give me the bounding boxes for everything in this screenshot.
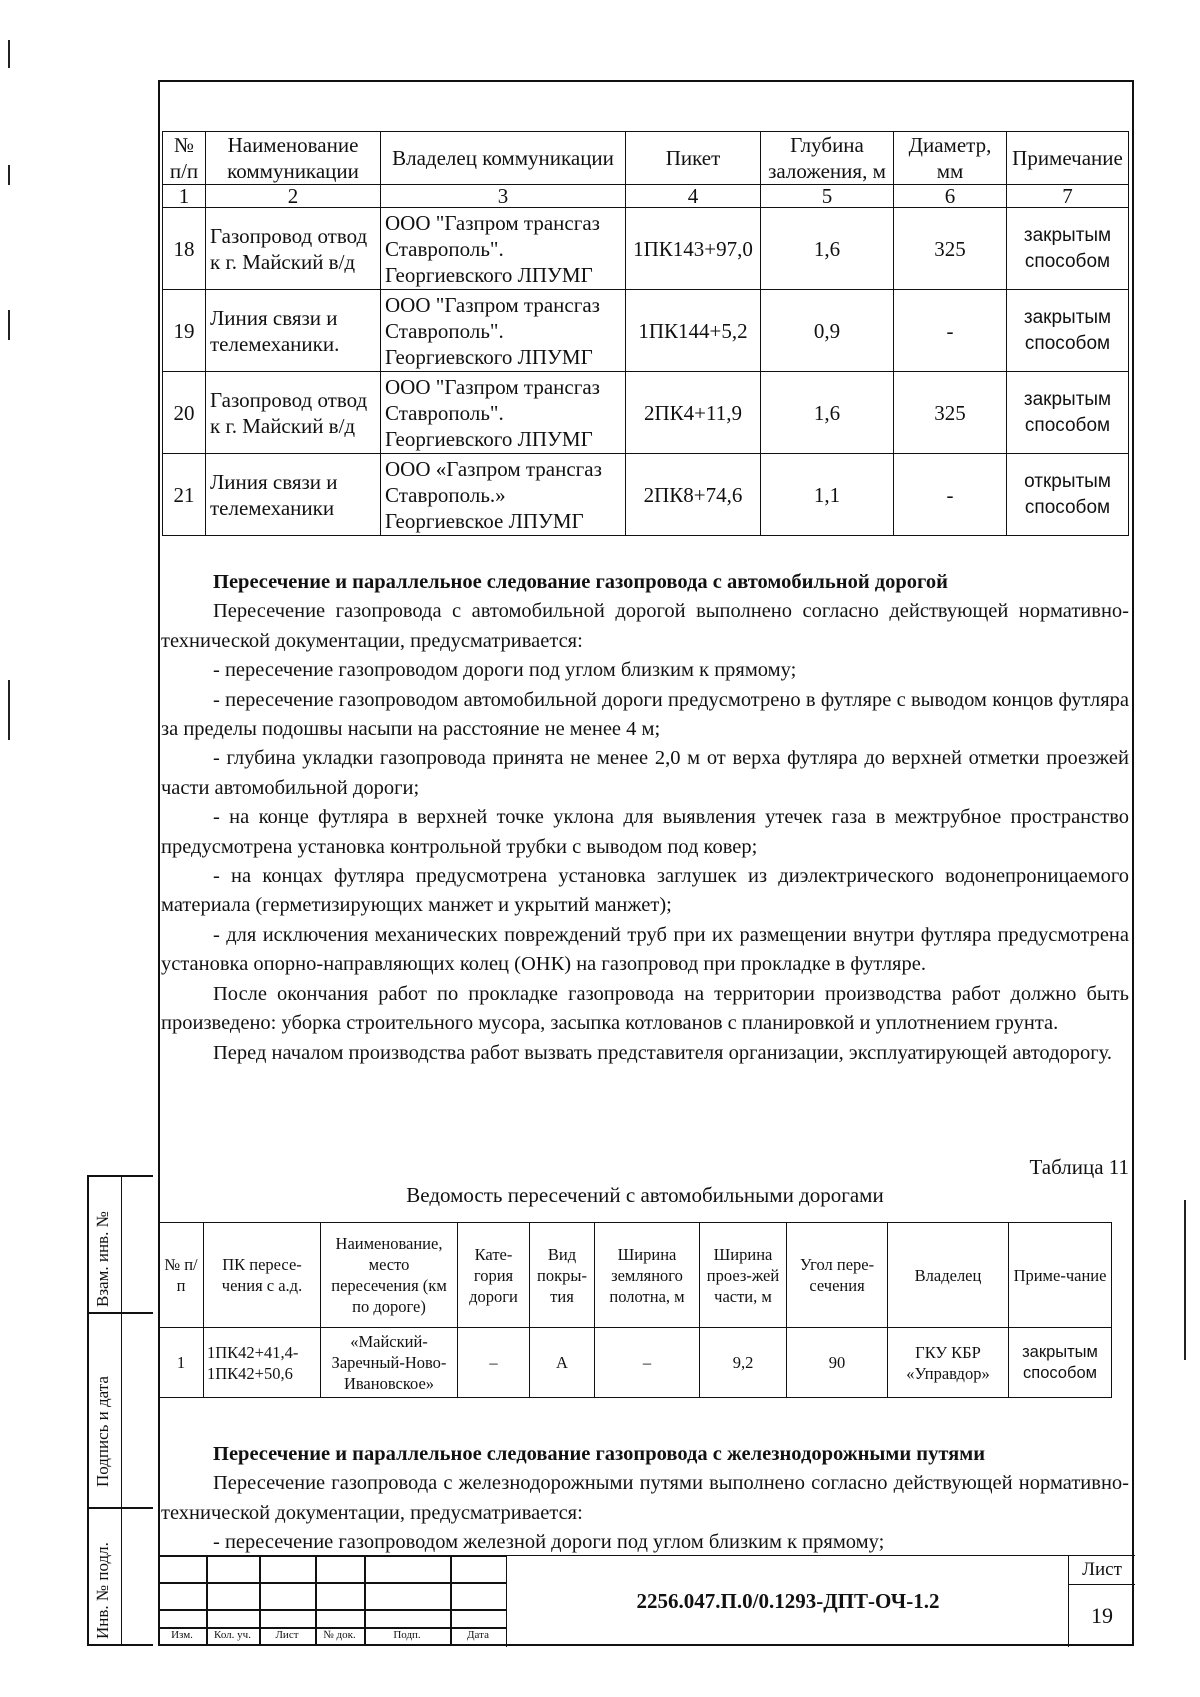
stamp-col-label: Дата — [467, 1629, 489, 1641]
comm-owner: ООО "Газпром трансгаз Ставрополь". Георгиевского ЛПУМГ — [381, 372, 626, 454]
header-cell: Приме-чание — [1009, 1223, 1112, 1328]
header-cell: Наименование коммуникации — [206, 132, 381, 185]
header-cell: № п/п — [159, 1223, 204, 1328]
stamp-col-label: Лист — [275, 1629, 299, 1641]
depth: 1,6 — [761, 372, 894, 454]
comm-name: Линия связи и телемеханики — [206, 454, 381, 536]
table-row — [163, 372, 1129, 454]
diameter: - — [894, 454, 1007, 536]
paragraph: Перед началом производства работ вызвать представителя организации, эксплуатирующей автодорогу. — [213, 1041, 1112, 1064]
paragraph: - пересечение газопроводом железной дороги под углом близким к прямому; — [213, 1531, 885, 1554]
header-cell: Кате-гория дороги — [458, 1223, 530, 1328]
stamp-col-label: Изм. — [171, 1629, 193, 1641]
row-number: 1 — [159, 1328, 204, 1398]
picket: 2ПК8+74,6 — [626, 454, 761, 536]
grid-line — [158, 1582, 506, 1584]
row-number: 21 — [163, 454, 206, 536]
table-header-row — [159, 1223, 1112, 1328]
road-width: 9,2 — [700, 1328, 787, 1398]
scan-mark — [8, 165, 10, 185]
divider — [89, 1507, 153, 1509]
note: открытым способом — [1007, 454, 1129, 536]
comm-name: Линия связи и телемеханики. — [206, 290, 381, 372]
picket: 1ПК144+5,2 — [626, 290, 761, 372]
table-row — [163, 454, 1129, 536]
scan-mark — [8, 680, 10, 740]
header-cell: Пикет — [626, 132, 761, 185]
picket: 1ПК143+97,0 — [626, 208, 761, 290]
table-row — [163, 208, 1129, 290]
paragraph: - глубина укладки газопровода принята не менее 2,0 м от верха футляра до верхней отметки проезжей части автомобильной дороги; — [161, 747, 1129, 799]
header-cell: Угол пере-сечения — [787, 1223, 888, 1328]
stamp-col-label: Кол. уч. — [214, 1629, 251, 1641]
grid-line — [158, 1555, 506, 1557]
scan-mark — [8, 310, 10, 340]
number-cell: 3 — [381, 185, 626, 208]
sheet-number: 19 — [1091, 1603, 1113, 1628]
number-cell: 2 — [206, 185, 381, 208]
depth: 1,1 — [761, 454, 894, 536]
paragraph: После окончания работ по прокладке газопровода на территории производства работ должно быть произведено: уборка строительного мусора, засыпка котлованов с планировкой и уплотнением грунта. — [161, 982, 1129, 1035]
road-crossings-table — [158, 1222, 1112, 1398]
number-cell: 5 — [761, 185, 894, 208]
depth: 1,6 — [761, 208, 894, 290]
road-owner: ГКУ КБР «Управдор» — [888, 1328, 1009, 1398]
scan-mark — [1184, 1200, 1186, 1360]
row-number: 19 — [163, 290, 206, 372]
side-label-signature: Подпись и дата — [93, 1376, 112, 1487]
header-cell: Диаметр, мм — [894, 132, 1007, 185]
comm-owner: ООО "Газпром трансгаз Ставрополь". Георгиевского ЛПУМГ — [381, 208, 626, 290]
header-cell: ПК пересе-чения с а.д. — [204, 1223, 321, 1328]
side-label-inventory: Инв. № подл. — [93, 1542, 112, 1639]
number-cell: 4 — [626, 185, 761, 208]
paragraph: - пересечение газопроводом дороги под углом близким к прямому; — [213, 659, 797, 682]
table-header-row — [163, 132, 1129, 185]
picket: 2ПК4+11,9 — [626, 372, 761, 454]
paragraph: - пересечение газопроводом автомобильной дороги предусмотрено в футляре с выводом концов футляра за пределы подошвы насыпи на расстояние не менее 4 м; — [161, 688, 1129, 741]
document-code: 2256.047.П.0/0.1293-ДПТ-ОЧ-1.2 — [506, 1555, 1069, 1647]
grid-line — [158, 1609, 506, 1611]
note: закрытым способом — [1009, 1328, 1112, 1398]
communications-table — [162, 131, 1129, 536]
table-label: Таблица 11 — [1029, 1155, 1129, 1179]
depth: 0,9 — [761, 290, 894, 372]
header-cell: Ширина проез-жей части, м — [700, 1223, 787, 1328]
scan-mark — [8, 40, 10, 68]
header-cell: Вид покры-тия — [530, 1223, 595, 1328]
crossing-angle: 90 — [787, 1328, 888, 1398]
paragraph: - для исключения механических повреждений труб при их размещении внутри футляра предусмотрена установка опорно-направляющих колец (ОНК) на газопровод при прокладке в футляре. — [161, 923, 1129, 976]
comm-owner: ООО «Газпром трансгаз Ставрополь.» Георгиевское ЛПУМГ — [381, 454, 626, 536]
road-category: – — [458, 1328, 530, 1398]
side-stamp — [87, 1175, 153, 1646]
stamp-col-label: № док. — [323, 1629, 356, 1641]
section-title: Пересечение и параллельное следование газопровода с автомобильной дорогой — [213, 571, 948, 593]
diameter: 325 — [894, 372, 1007, 454]
sheet-label: Лист — [1069, 1556, 1135, 1585]
cover-type: А — [530, 1328, 595, 1398]
crossing-name: «Майский-Заречный-Ново-Ивановское» — [321, 1328, 458, 1398]
ground-width: – — [595, 1328, 700, 1398]
paragraph: Пересечение газопровода с железнодорожными путями выполнено согласно действующей нормативно-технической документации, предусматривается: — [161, 1472, 1129, 1524]
stamp-col-label: Подп. — [393, 1629, 421, 1641]
header-cell: Владелец — [888, 1223, 1009, 1328]
header-cell: Ширина земляного полотна, м — [595, 1223, 700, 1328]
note: закрытым способом — [1007, 208, 1129, 290]
number-cell: 7 — [1007, 185, 1129, 208]
header-cell: Примечание — [1007, 132, 1129, 185]
number-cell: 1 — [163, 185, 206, 208]
section-road-crossing — [161, 568, 1129, 1068]
row-number: 18 — [163, 208, 206, 290]
note: закрытым способом — [1007, 290, 1129, 372]
paragraph: Пересечение газопровода с автомобильной дорогой выполнено согласно действующей нормативно-технической документации, предусматривается: — [161, 600, 1129, 652]
diameter: - — [894, 290, 1007, 372]
comm-name: Газопровод отвод к г. Майский в/д — [206, 208, 381, 290]
comm-name: Газопровод отвод к г. Майский в/д — [206, 372, 381, 454]
revision-grid — [158, 1555, 506, 1646]
table-row — [163, 290, 1129, 372]
crossing-pk: 1ПК42+41,4-1ПК42+50,6 — [204, 1328, 321, 1398]
header-cell: Наименование, место пересечения (км по дороге) — [321, 1223, 458, 1328]
section-rail-crossing — [161, 1440, 1129, 1558]
header-cell: Глубина заложения, м — [761, 132, 894, 185]
diameter: 325 — [894, 208, 1007, 290]
table-caption: Ведомость пересечений с автомобильными дорогами — [406, 1183, 884, 1207]
header-cell: Владелец коммуникации — [381, 132, 626, 185]
section-title: Пересечение и параллельное следование газопровода с железнодорожными путями — [213, 1443, 986, 1465]
paragraph: - на конце футляра в верхней точке уклона для выявления утечек газа в межтрубное пространство предусмотрена установка контрольной трубки с выводом под ковер; — [161, 806, 1129, 858]
paragraph: - на концах футляра предусмотрена установка заглушек из диэлектрического водонепроницаемого материала (герметизирующих манжет и укрытий манжет); — [161, 865, 1129, 917]
comm-owner: ООО "Газпром трансгаз Ставрополь". Георгиевского ЛПУМГ — [381, 290, 626, 372]
table-number-row — [163, 185, 1129, 208]
header-cell: № п/п — [163, 132, 206, 185]
number-cell: 6 — [894, 185, 1007, 208]
note: закрытым способом — [1007, 372, 1129, 454]
table-row — [159, 1328, 1112, 1398]
title-block — [158, 1555, 1134, 1646]
row-number: 20 — [163, 372, 206, 454]
divider — [89, 1312, 153, 1314]
sheet-box — [1068, 1555, 1135, 1647]
side-label-replacement: Взам. инв. № — [93, 1211, 112, 1307]
